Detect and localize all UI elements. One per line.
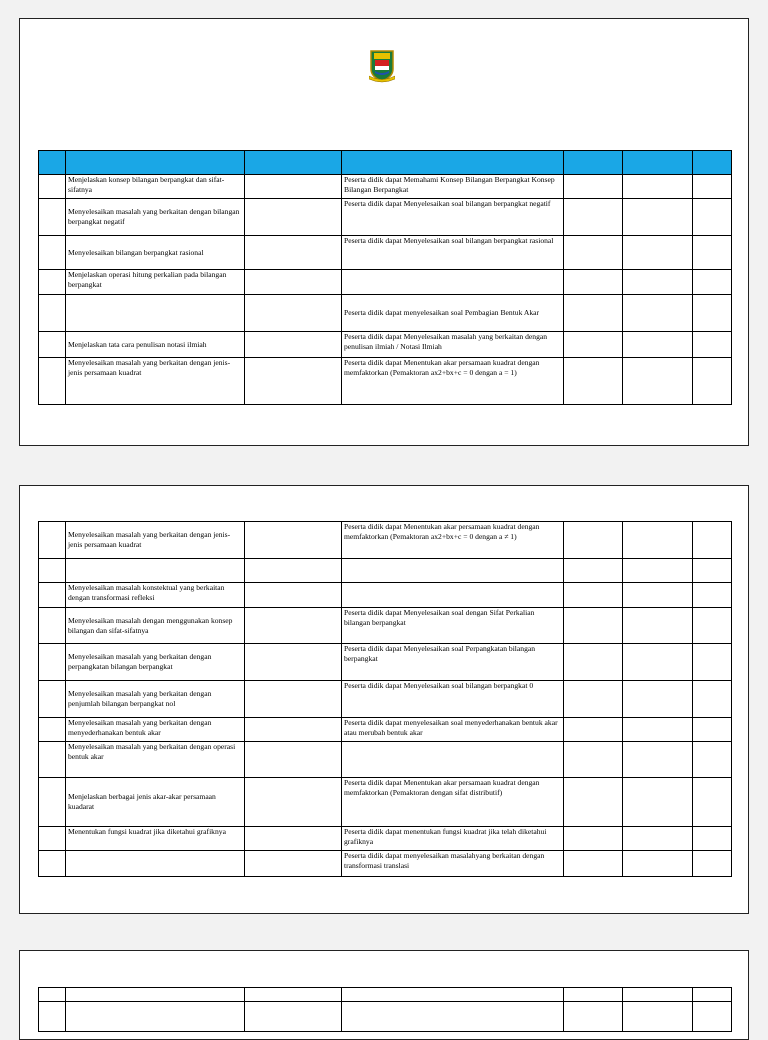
indicator-cell: [66, 559, 245, 583]
objective-cell: Peserta didik dapat Menentukan akar persamaan kuadrat dengan memfaktorkan (Pemaktoran dengan sifat distributif): [342, 778, 564, 827]
table-row: [39, 988, 732, 1002]
indicator-cell: Menyelesaikan masalah yang berkaitan dengan jenis-jenis persamaan kuadrat: [66, 522, 245, 559]
objective-cell: Peserta didik dapat menyelesaikan soal menyederhanakan bentuk akar atau merubah bentuk akar: [342, 718, 564, 742]
indicator-cell: Menyelesaikan masalah yang berkaitan dengan bilangan berpangkat negatif: [66, 199, 245, 236]
table-row: [39, 332, 732, 358]
objective-cell: [342, 270, 564, 295]
objective-cell: Peserta didik dapat menentukan fungsi kuadrat jika telah diketahui grafiknya: [342, 827, 564, 851]
objective-cell: Peserta didik dapat Menyelesaikan masalah yang berkaitan dengan penulisan ilmiah / Notasi Ilmiah: [342, 332, 564, 358]
indicator-table: [38, 150, 732, 405]
document-page-3: [19, 950, 749, 1040]
indicator-table: [38, 987, 732, 1032]
table-row: [39, 236, 732, 270]
indicator-cell: [66, 851, 245, 877]
table-row: [39, 1002, 732, 1032]
table-row: [39, 742, 732, 778]
document-page-2: [19, 485, 749, 914]
table-row: [39, 175, 732, 199]
indicator-cell: Menyelesaikan masalah yang berkaitan dengan menyederhanakan bentuk akar: [66, 718, 245, 742]
indicator-cell: Menyelesaikan masalah yang berkaitan dengan jenis-jenis persamaan kuadrat: [66, 358, 245, 405]
objective-cell: [342, 583, 564, 608]
indicator-cell: Menjelaskan operasi hitung perkalian pada bilangan berpangkat: [66, 270, 245, 295]
objective-cell: Peserta didik dapat Menentukan akar persamaan kuadrat dengan memfaktorkan (Pemaktoran ax2+bx+c = 0 dengan a ≠ 1): [342, 522, 564, 559]
table-row: [39, 583, 732, 608]
indicator-cell: Menyelesaikan masalah yang berkaitan dengan perpangkatan bilangan berpangkat: [66, 644, 245, 681]
table-row: [39, 199, 732, 236]
indicator-table: [38, 521, 732, 877]
indicator-cell: Menyelesaikan bilangan berpangkat rasional: [66, 236, 245, 270]
indicator-cell: Menyelesaikan masalah yang berkaitan dengan operasi bentuk akar: [66, 742, 245, 778]
table-row: [39, 358, 732, 405]
table-row: [39, 559, 732, 583]
table-row: [39, 681, 732, 718]
objective-cell: Peserta didik dapat Menyelesaikan soal dengan Sifat Perkalian bilangan berpangkat: [342, 608, 564, 644]
table-header-row: [39, 151, 732, 175]
indicator-cell: Menentukan fungsi kuadrat jika diketahui grafiknya: [66, 827, 245, 851]
objective-cell: Peserta didik dapat menyelesaikan masalahyang berkaitan dengan transformasi translasi: [342, 851, 564, 877]
objective-cell: Peserta didik dapat Menyelesaikan soal bilangan berpangkat 0: [342, 681, 564, 718]
indicator-cell: Menjelaskan konsep bilangan berpangkat dan sifat-sifatnya: [66, 175, 245, 199]
objective-cell: Peserta didik dapat Menyelesaikan soal bilangan berpangkat rasional: [342, 236, 564, 270]
table-row: [39, 718, 732, 742]
indicator-cell: Menjelaskan tata cara penulisan notasi ilmiah: [66, 332, 245, 358]
objective-cell: Peserta didik dapat Menyelesaikan soal Perpangkatan bilangan berpangkat: [342, 644, 564, 681]
objective-cell: Peserta didik dapat Menyelesaikan soal bilangan berpangkat negatif: [342, 199, 564, 236]
objective-cell: [342, 559, 564, 583]
table-row: [39, 270, 732, 295]
indicator-cell: Menjelaskan berbagai jenis akar-akar persamaan kuadarat: [66, 778, 245, 827]
table-row: [39, 778, 732, 827]
objective-cell: Peserta didik dapat Menentukan akar persamaan kuadrat dengan memfaktorkan (Pemaktoran ax2+bx+c = 0 dengan a = 1): [342, 358, 564, 405]
table-row: [39, 608, 732, 644]
indicator-cell: [66, 295, 245, 332]
table-row: [39, 827, 732, 851]
table-row: [39, 644, 732, 681]
crest-logo-icon: [369, 49, 395, 83]
indicator-cell: Menyelesaikan masalah dengan menggunakan konsep bilangan dan sifat-sifatnya: [66, 608, 245, 644]
objective-cell: [342, 742, 564, 778]
objective-cell: Peserta didik dapat Memahami Konsep Bilangan Berpangkat Konsep Bilangan Berpangkat: [342, 175, 564, 199]
objective-cell: Peserta didik dapat menyelesaikan soal Pembagian Bentuk Akar: [342, 295, 564, 332]
indicator-cell: Menyelesaikan masalah konstektual yang berkaitan dengan transformasi refleksi: [66, 583, 245, 608]
table-row: [39, 522, 732, 559]
table-row: [39, 295, 732, 332]
document-page-1: [19, 18, 749, 446]
table-row: [39, 851, 732, 877]
indicator-cell: Menyelesaikan masalah yang berkaitan dengan penjumlah bilangan berpangkat nol: [66, 681, 245, 718]
